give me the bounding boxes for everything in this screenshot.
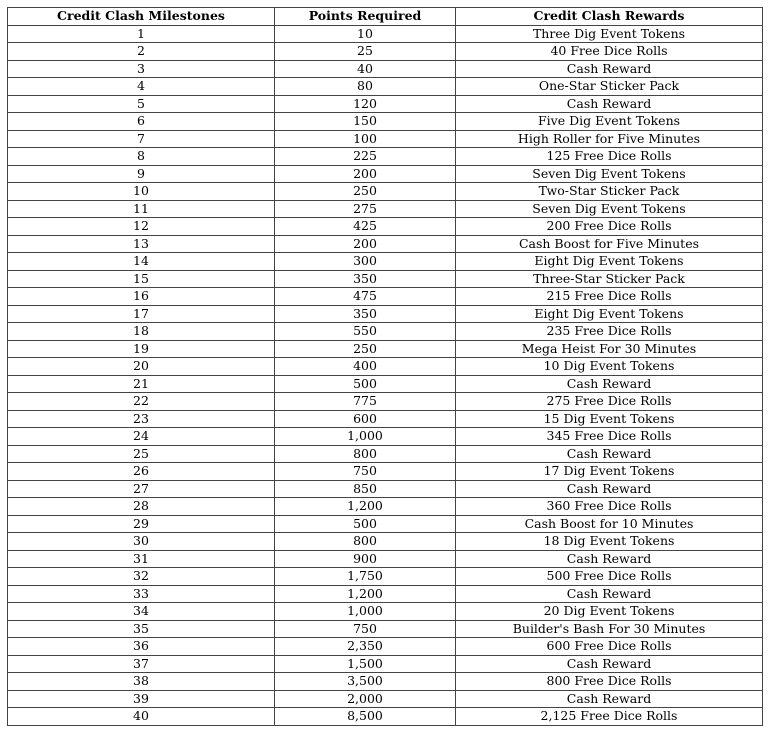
table-row — [8, 638, 763, 656]
table-row — [8, 480, 763, 498]
reward-cell: 200 Free Dice Rolls — [456, 218, 763, 236]
table-row — [8, 690, 763, 708]
table-row — [8, 165, 763, 183]
milestone-cell: 34 — [8, 603, 275, 621]
reward-cell: 10 Dig Event Tokens — [456, 358, 763, 376]
reward-cell: 215 Free Dice Rolls — [456, 288, 763, 306]
points-cell: 200 — [275, 165, 456, 183]
reward-cell: Cash Boost for Five Minutes — [456, 235, 763, 253]
reward-cell: Mega Heist For 30 Minutes — [456, 340, 763, 358]
reward-cell: 600 Free Dice Rolls — [456, 638, 763, 656]
reward-cell: 800 Free Dice Rolls — [456, 673, 763, 691]
milestone-cell: 21 — [8, 375, 275, 393]
milestone-cell: 39 — [8, 690, 275, 708]
milestone-cell: 33 — [8, 585, 275, 603]
reward-cell: Cash Reward — [456, 655, 763, 673]
table-row — [8, 393, 763, 411]
table-row — [8, 358, 763, 376]
table-row — [8, 515, 763, 533]
milestone-cell: 30 — [8, 533, 275, 551]
points-cell: 350 — [275, 305, 456, 323]
reward-cell: Eight Dig Event Tokens — [456, 305, 763, 323]
reward-cell: Eight Dig Event Tokens — [456, 253, 763, 271]
milestone-cell: 17 — [8, 305, 275, 323]
table-row — [8, 445, 763, 463]
milestone-cell: 9 — [8, 165, 275, 183]
points-cell: 425 — [275, 218, 456, 236]
points-cell: 1,200 — [275, 498, 456, 516]
table-row — [8, 218, 763, 236]
points-cell: 400 — [275, 358, 456, 376]
table-row — [8, 288, 763, 306]
table-row — [8, 235, 763, 253]
table-row — [8, 148, 763, 166]
reward-cell: Builder's Bash For 30 Minutes — [456, 620, 763, 638]
points-cell: 200 — [275, 235, 456, 253]
credit-clash-milestones-table — [7, 7, 763, 726]
reward-cell: Cash Reward — [456, 690, 763, 708]
table-row — [8, 130, 763, 148]
reward-cell: 2,125 Free Dice Rolls — [456, 708, 763, 726]
header-rewards: Credit Clash Rewards — [456, 8, 763, 26]
points-cell: 1,000 — [275, 603, 456, 621]
reward-cell: 235 Free Dice Rolls — [456, 323, 763, 341]
milestone-cell: 11 — [8, 200, 275, 218]
points-cell: 3,500 — [275, 673, 456, 691]
milestone-cell: 2 — [8, 43, 275, 61]
points-cell: 750 — [275, 620, 456, 638]
reward-cell: Cash Reward — [456, 585, 763, 603]
points-cell: 300 — [275, 253, 456, 271]
points-cell: 600 — [275, 410, 456, 428]
table-row — [8, 708, 763, 726]
reward-cell: 275 Free Dice Rolls — [456, 393, 763, 411]
header-milestones: Credit Clash Milestones — [8, 8, 275, 26]
points-cell: 1,000 — [275, 428, 456, 446]
table-row — [8, 620, 763, 638]
reward-cell: Cash Reward — [456, 60, 763, 78]
reward-cell: Cash Boost for 10 Minutes — [456, 515, 763, 533]
points-cell: 40 — [275, 60, 456, 78]
milestone-cell: 4 — [8, 78, 275, 96]
table-row — [8, 550, 763, 568]
milestone-cell: 19 — [8, 340, 275, 358]
points-cell: 275 — [275, 200, 456, 218]
table-row — [8, 585, 763, 603]
table-row — [8, 410, 763, 428]
reward-cell: Seven Dig Event Tokens — [456, 165, 763, 183]
points-cell: 900 — [275, 550, 456, 568]
milestone-cell: 14 — [8, 253, 275, 271]
table-row — [8, 305, 763, 323]
milestone-cell: 32 — [8, 568, 275, 586]
table-row — [8, 673, 763, 691]
reward-cell: Seven Dig Event Tokens — [456, 200, 763, 218]
table-row — [8, 43, 763, 61]
reward-cell: 40 Free Dice Rolls — [456, 43, 763, 61]
table-row — [8, 95, 763, 113]
milestone-cell: 10 — [8, 183, 275, 201]
table-row — [8, 60, 763, 78]
milestone-cell: 23 — [8, 410, 275, 428]
table-row — [8, 270, 763, 288]
reward-cell: Three-Star Sticker Pack — [456, 270, 763, 288]
milestone-cell: 36 — [8, 638, 275, 656]
table-row — [8, 200, 763, 218]
milestone-cell: 12 — [8, 218, 275, 236]
milestone-cell: 8 — [8, 148, 275, 166]
milestone-cell: 22 — [8, 393, 275, 411]
reward-cell: Five Dig Event Tokens — [456, 113, 763, 131]
milestone-cell: 20 — [8, 358, 275, 376]
milestone-cell: 3 — [8, 60, 275, 78]
points-cell: 225 — [275, 148, 456, 166]
reward-cell: High Roller for Five Minutes — [456, 130, 763, 148]
points-cell: 775 — [275, 393, 456, 411]
milestone-cell: 38 — [8, 673, 275, 691]
points-cell: 25 — [275, 43, 456, 61]
milestone-cell: 7 — [8, 130, 275, 148]
milestone-cell: 24 — [8, 428, 275, 446]
points-cell: 250 — [275, 340, 456, 358]
table-row — [8, 603, 763, 621]
points-cell: 800 — [275, 445, 456, 463]
table-row — [8, 183, 763, 201]
milestone-cell: 15 — [8, 270, 275, 288]
points-cell: 1,500 — [275, 655, 456, 673]
table-body — [8, 25, 763, 725]
table-row — [8, 25, 763, 43]
points-cell: 1,750 — [275, 568, 456, 586]
milestone-cell: 6 — [8, 113, 275, 131]
table-header-row — [8, 8, 763, 26]
points-cell: 120 — [275, 95, 456, 113]
points-cell: 150 — [275, 113, 456, 131]
reward-cell: Cash Reward — [456, 550, 763, 568]
milestone-cell: 1 — [8, 25, 275, 43]
table-row — [8, 428, 763, 446]
milestone-cell: 37 — [8, 655, 275, 673]
points-cell: 750 — [275, 463, 456, 481]
points-cell: 250 — [275, 183, 456, 201]
milestones-table-container — [7, 7, 762, 726]
reward-cell: 18 Dig Event Tokens — [456, 533, 763, 551]
table-row — [8, 498, 763, 516]
table-row — [8, 375, 763, 393]
points-cell: 2,000 — [275, 690, 456, 708]
points-cell: 350 — [275, 270, 456, 288]
reward-cell: One-Star Sticker Pack — [456, 78, 763, 96]
table-row — [8, 78, 763, 96]
reward-cell: 360 Free Dice Rolls — [456, 498, 763, 516]
reward-cell: 500 Free Dice Rolls — [456, 568, 763, 586]
reward-cell: Cash Reward — [456, 95, 763, 113]
points-cell: 550 — [275, 323, 456, 341]
milestone-cell: 16 — [8, 288, 275, 306]
points-cell: 100 — [275, 130, 456, 148]
reward-cell: 20 Dig Event Tokens — [456, 603, 763, 621]
milestone-cell: 31 — [8, 550, 275, 568]
table-row — [8, 323, 763, 341]
points-cell: 10 — [275, 25, 456, 43]
table-row — [8, 568, 763, 586]
points-cell: 475 — [275, 288, 456, 306]
table-row — [8, 655, 763, 673]
reward-cell: 17 Dig Event Tokens — [456, 463, 763, 481]
milestone-cell: 25 — [8, 445, 275, 463]
reward-cell: Cash Reward — [456, 445, 763, 463]
milestone-cell: 29 — [8, 515, 275, 533]
points-cell: 850 — [275, 480, 456, 498]
points-cell: 500 — [275, 515, 456, 533]
points-cell: 500 — [275, 375, 456, 393]
table-row — [8, 113, 763, 131]
reward-cell: 345 Free Dice Rolls — [456, 428, 763, 446]
reward-cell: 125 Free Dice Rolls — [456, 148, 763, 166]
milestone-cell: 35 — [8, 620, 275, 638]
milestone-cell: 26 — [8, 463, 275, 481]
milestone-cell: 5 — [8, 95, 275, 113]
reward-cell: Cash Reward — [456, 480, 763, 498]
milestone-cell: 13 — [8, 235, 275, 253]
milestone-cell: 28 — [8, 498, 275, 516]
points-cell: 1,200 — [275, 585, 456, 603]
reward-cell: 15 Dig Event Tokens — [456, 410, 763, 428]
table-row — [8, 463, 763, 481]
reward-cell: Three Dig Event Tokens — [456, 25, 763, 43]
milestone-cell: 18 — [8, 323, 275, 341]
table-row — [8, 340, 763, 358]
header-points-required: Points Required — [275, 8, 456, 26]
points-cell: 8,500 — [275, 708, 456, 726]
points-cell: 2,350 — [275, 638, 456, 656]
reward-cell: Two-Star Sticker Pack — [456, 183, 763, 201]
milestone-cell: 27 — [8, 480, 275, 498]
table-row — [8, 253, 763, 271]
reward-cell: Cash Reward — [456, 375, 763, 393]
table-row — [8, 533, 763, 551]
points-cell: 80 — [275, 78, 456, 96]
milestone-cell: 40 — [8, 708, 275, 726]
points-cell: 800 — [275, 533, 456, 551]
